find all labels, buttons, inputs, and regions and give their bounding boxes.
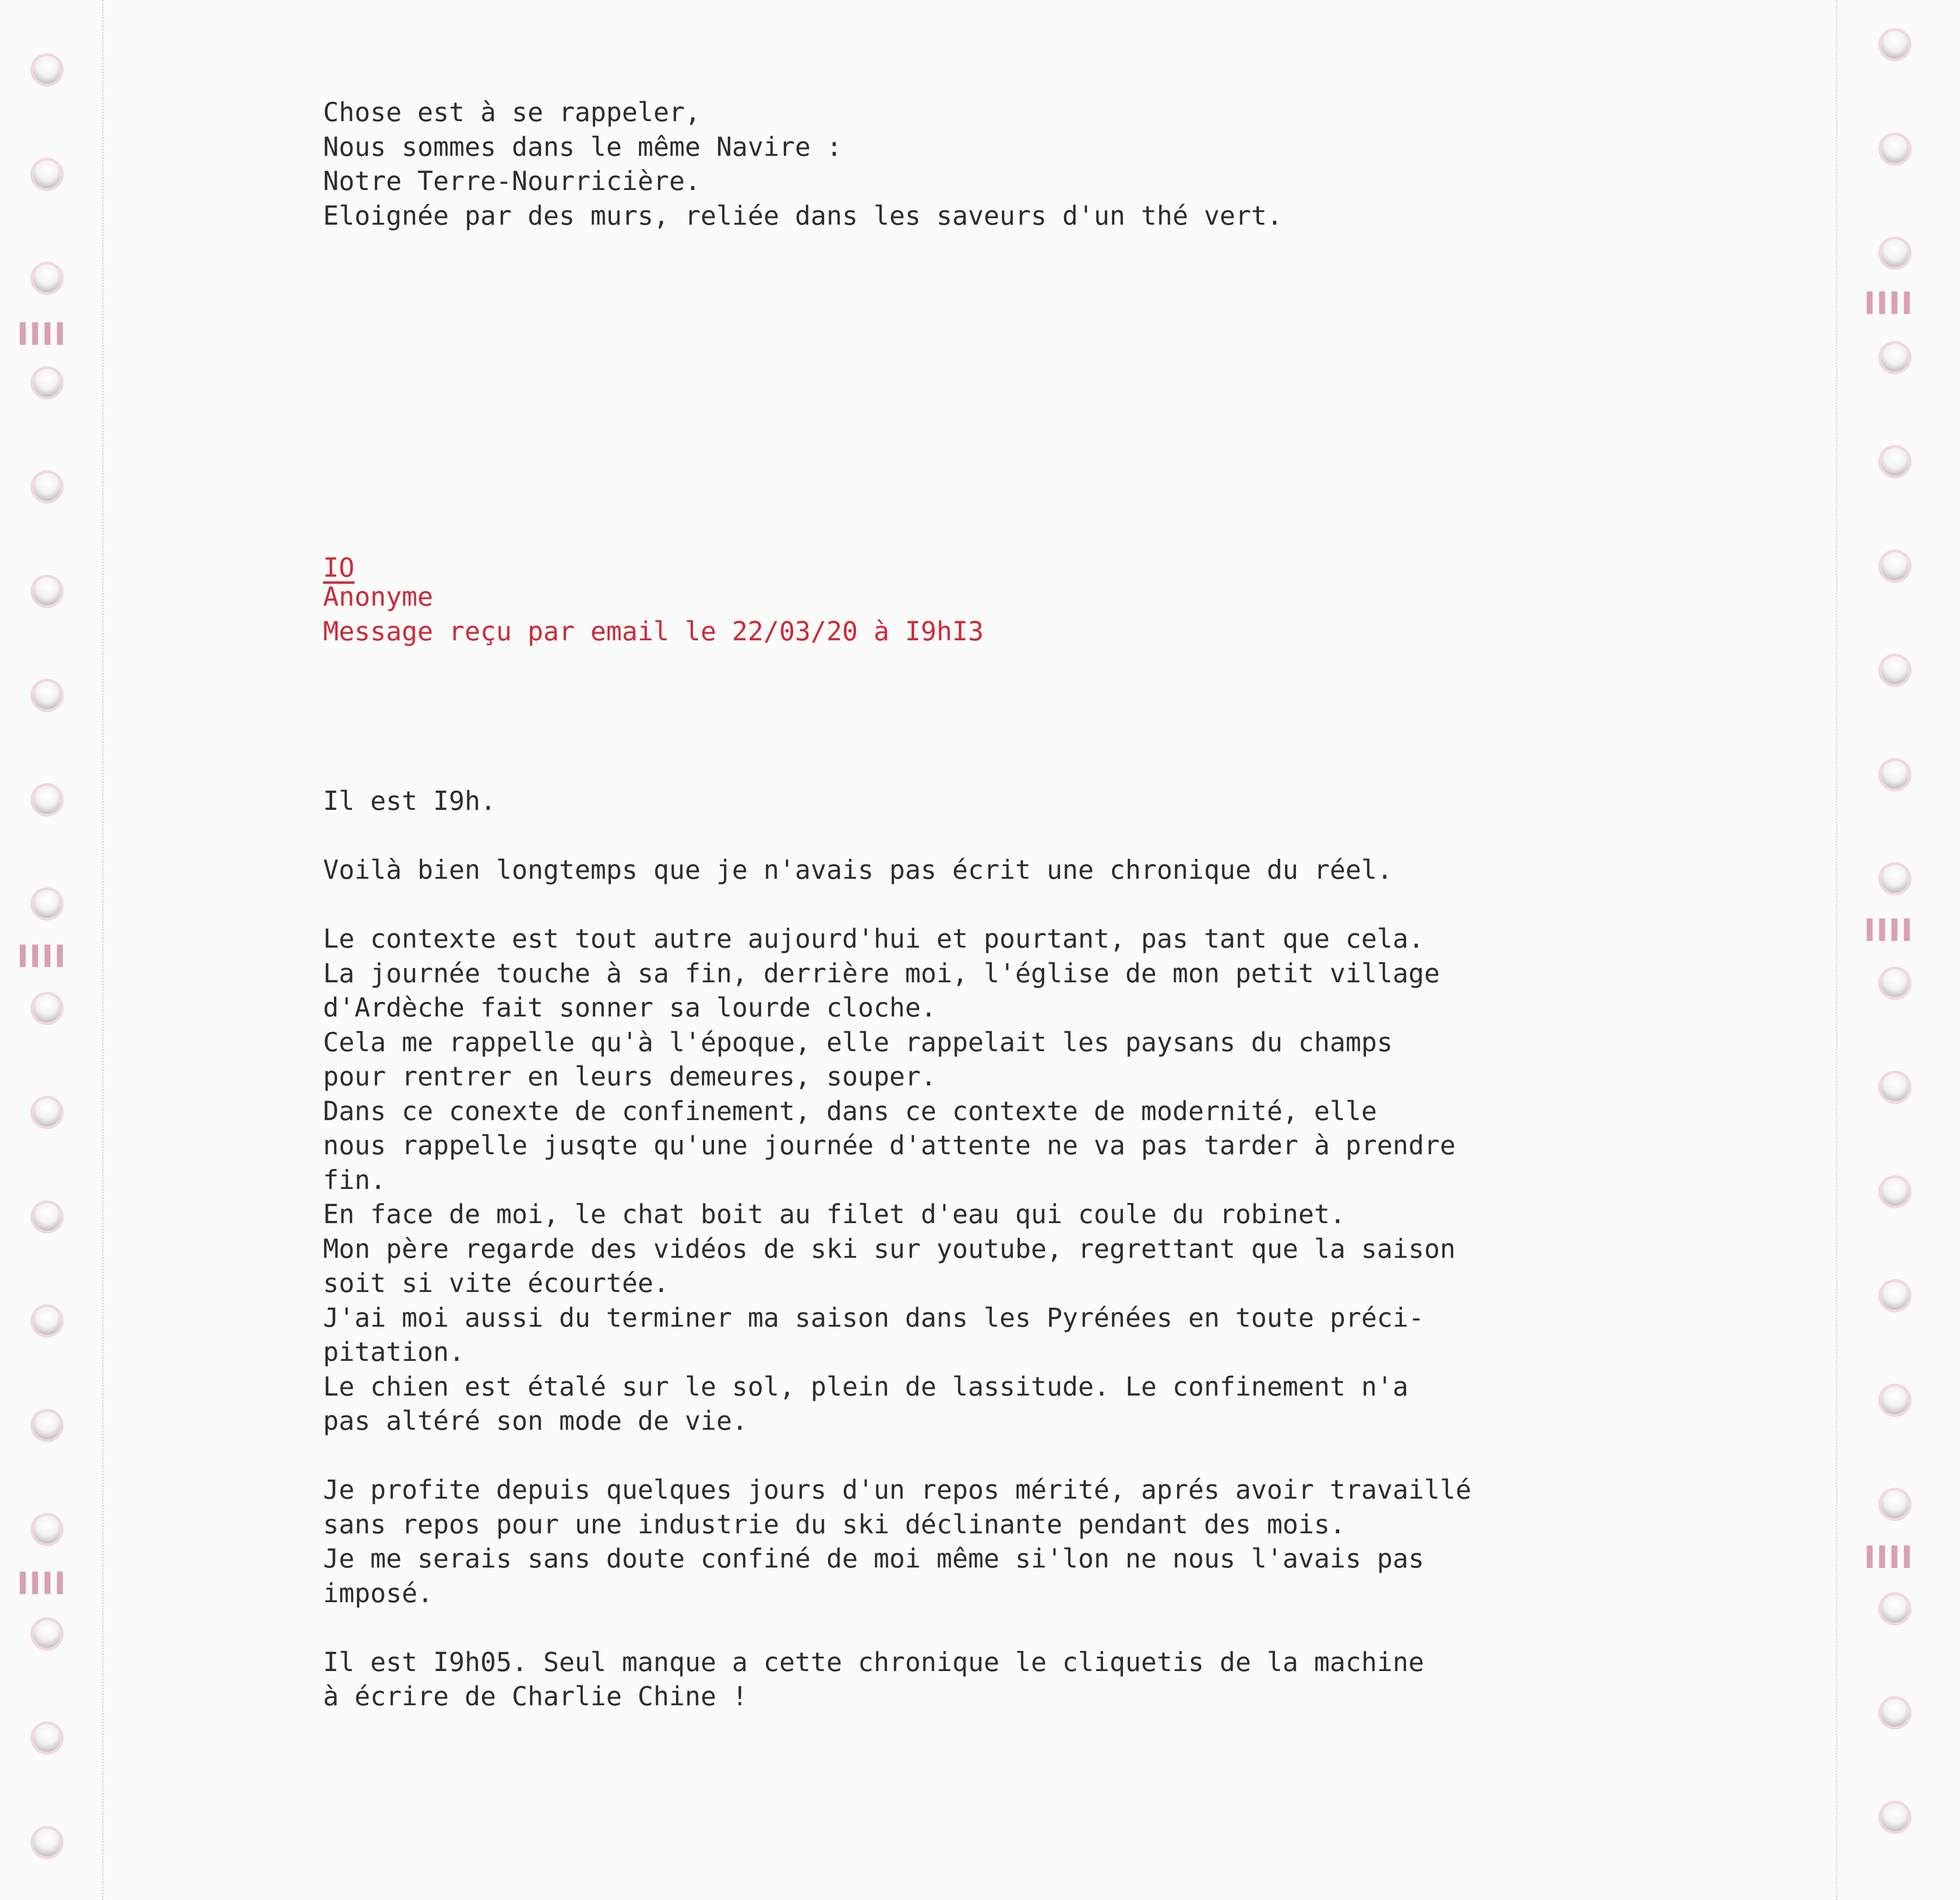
body-line: Le chien est étalé sur le sol, plein de lassitude. Le confinement n'a bbox=[323, 1371, 1408, 1402]
tractor-hole bbox=[33, 1412, 61, 1439]
margin-tick-mark: ▌▌▌▌ bbox=[1867, 1546, 1917, 1568]
poem-stanza bbox=[323, 95, 1283, 233]
tractor-hole bbox=[1881, 448, 1909, 475]
tractor-hole bbox=[33, 369, 61, 397]
tractor-hole bbox=[1881, 656, 1909, 684]
tractor-hole bbox=[1881, 1699, 1909, 1727]
tractor-hole bbox=[1881, 969, 1909, 997]
margin-tick-mark: ▌▌▌▌ bbox=[20, 323, 70, 345]
tractor-hole bbox=[33, 1099, 61, 1126]
tractor-hole bbox=[1881, 1178, 1909, 1206]
tractor-hole bbox=[33, 1307, 61, 1335]
body-line: Je me serais sans doute confiné de moi même si'lon ne nous l'avais pas bbox=[323, 1543, 1424, 1574]
body-line: Cela me rappelle qu'à l'époque, elle rappelait les paysans du champs bbox=[323, 1026, 1393, 1057]
tractor-hole bbox=[1881, 1074, 1909, 1101]
tractor-hole bbox=[33, 1620, 61, 1648]
tractor-hole bbox=[33, 995, 61, 1022]
body-line: Je profite depuis quelques jours d'un repos mérité, aprés avoir travaillé bbox=[323, 1474, 1472, 1505]
blank-line bbox=[323, 887, 1471, 922]
blank-line bbox=[323, 818, 1471, 853]
tractor-hole bbox=[33, 890, 61, 918]
perforation-line-right bbox=[1836, 0, 1837, 1900]
body-line: Dans ce conexte de confinement, dans ce contexte de modernité, elle bbox=[323, 1095, 1377, 1126]
entry-number: IO bbox=[323, 552, 355, 583]
poem-line: Notre Terre-Nourricière. bbox=[323, 166, 701, 196]
tractor-hole bbox=[33, 161, 61, 188]
body-line: pas altéré son mode de vie. bbox=[323, 1406, 748, 1436]
blank-line bbox=[323, 1438, 1471, 1473]
body-line: soit si vite écourtée. bbox=[323, 1268, 669, 1298]
tractor-hole bbox=[33, 1829, 61, 1856]
body-line: pour rentrer en leurs demeures, souper. bbox=[323, 1061, 937, 1092]
body-line: imposé. bbox=[323, 1577, 433, 1608]
entry-header bbox=[323, 580, 984, 648]
tractor-hole bbox=[1881, 865, 1909, 893]
tractor-hole bbox=[33, 265, 61, 292]
tractor-hole bbox=[33, 578, 61, 605]
tractor-hole bbox=[1881, 31, 1909, 58]
body-line: sans repos pour une industrie du ski déclinante pendant des mois. bbox=[323, 1509, 1346, 1539]
margin-tick-mark: ▌▌▌▌ bbox=[20, 945, 70, 967]
tractor-hole bbox=[1881, 344, 1909, 371]
body-line: d'Ardèche fait sonner sa lourde cloche. bbox=[323, 992, 937, 1023]
body-line: La journée touche à sa fin, derrière moi, l'église de mon petit village bbox=[323, 958, 1440, 988]
tractor-hole bbox=[1881, 1595, 1909, 1623]
body-line: En face de moi, le chat boit au filet d'eau qui coule du robinet. bbox=[323, 1199, 1346, 1229]
margin-tick-mark: ▌▌▌▌ bbox=[20, 1572, 70, 1594]
poem-line: Nous sommes dans le même Navire : bbox=[323, 131, 842, 162]
blank-line bbox=[323, 1610, 1471, 1645]
body-line: Il est I9h05. Seul manque a cette chronique le cliquetis de la machine bbox=[323, 1646, 1424, 1677]
margin-tick-mark: ▌▌▌▌ bbox=[1867, 292, 1917, 314]
tractor-hole bbox=[33, 1724, 61, 1752]
body-line: Le contexte est tout autre aujourd'hui et pourtant, pas tant que cela. bbox=[323, 923, 1424, 954]
chronicle-body bbox=[323, 784, 1471, 1714]
tractor-hole bbox=[1881, 239, 1909, 267]
tractor-hole bbox=[1881, 1804, 1909, 1831]
tractor-hole bbox=[33, 1516, 61, 1543]
entry-message-info: Message reçu par email le 22/03/20 à I9hI3 bbox=[323, 616, 984, 646]
poem-line: Chose est à se rappeler, bbox=[323, 97, 701, 127]
body-line: Voilà bien longtemps que je n'avais pas écrit une chronique du réel. bbox=[323, 855, 1393, 885]
tractor-hole bbox=[33, 56, 61, 84]
tractor-hole bbox=[1881, 1282, 1909, 1310]
tractor-hole bbox=[1881, 552, 1909, 580]
entry-author: Anonyme bbox=[323, 581, 433, 612]
tractor-hole bbox=[33, 473, 61, 501]
tractor-hole bbox=[1881, 761, 1909, 788]
body-line: Il est I9h. bbox=[323, 786, 496, 816]
body-line: J'ai moi aussi du terminer ma saison dans les Pyrénées en toute préci- bbox=[323, 1302, 1424, 1333]
tractor-hole bbox=[33, 682, 61, 709]
tractor-hole bbox=[1881, 1387, 1909, 1414]
tractor-hole bbox=[33, 1203, 61, 1231]
tractor-hole bbox=[1881, 135, 1909, 163]
body-line: pitation. bbox=[323, 1337, 465, 1367]
tractor-hole bbox=[33, 786, 61, 814]
margin-tick-mark: ▌▌▌▌ bbox=[1867, 919, 1917, 941]
body-line: nous rappelle jusqte qu'une journée d'attente ne va pas tarder à prendre bbox=[323, 1130, 1456, 1160]
poem-line: Eloignée par des murs, reliée dans les saveurs d'un thé vert. bbox=[323, 200, 1283, 231]
perforation-line-left bbox=[102, 0, 104, 1900]
body-line: Mon père regarde des vidéos de ski sur youtube, regrettant que la saison bbox=[323, 1233, 1456, 1264]
body-line: à écrire de Charlie Chine ! bbox=[323, 1681, 748, 1711]
body-line: fin. bbox=[323, 1164, 386, 1195]
tractor-hole bbox=[1881, 1491, 1909, 1518]
